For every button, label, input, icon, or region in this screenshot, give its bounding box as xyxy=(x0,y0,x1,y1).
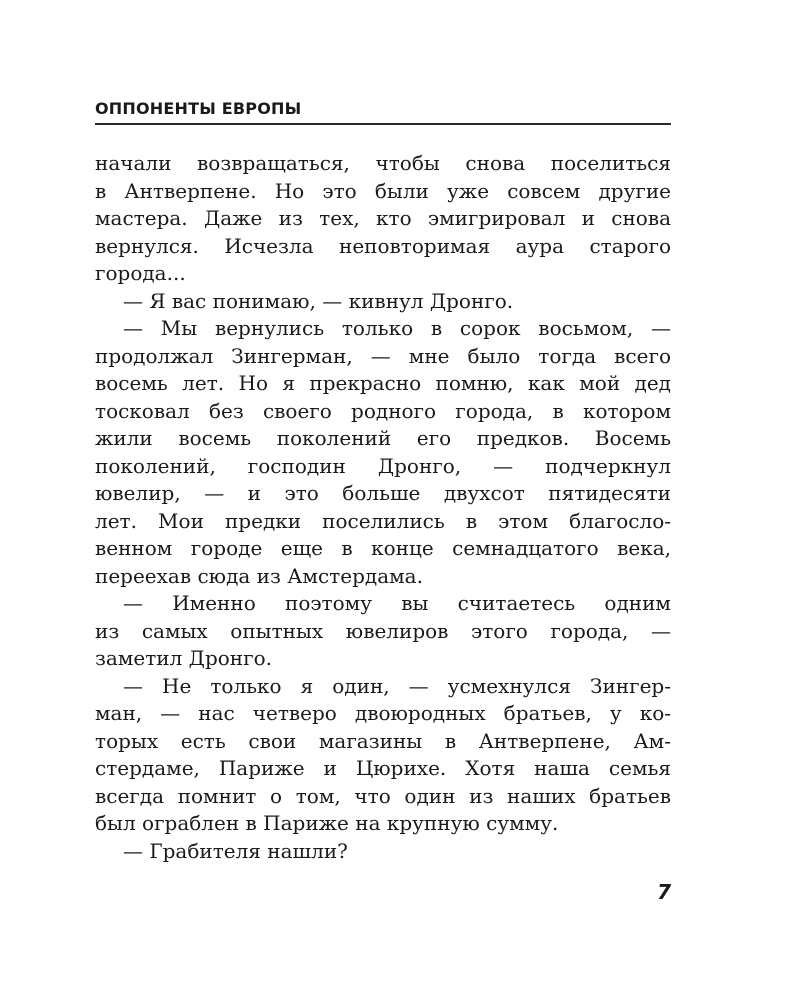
text-line: мастера. Даже из тех, кто эмигрировал и снова xyxy=(95,206,671,230)
text-line: — Не только я один, — усмехнулся Зингер- xyxy=(123,673,671,698)
text-line: заметил Дронго. xyxy=(95,646,272,670)
text-line: продолжал Зингерман, — мне было тогда всего xyxy=(95,343,671,368)
text-line: ман, — нас четверо двоюродных братьев, у ко- xyxy=(95,701,671,725)
text-line: всегда помнит о том, что один из наших братьев xyxy=(95,783,671,808)
text-line: переехав сюда из Амстердама. xyxy=(95,563,423,588)
text-line: жили восемь поколений его предков. Восемь xyxy=(95,426,671,450)
text-line: восемь лет. Но я прекрасно помню, как мой дед xyxy=(95,371,671,395)
text-line: начали возвращаться, чтобы снова поселиться xyxy=(95,151,671,175)
running-header: ОППОНЕНТЫ ЕВРОПЫ xyxy=(95,99,302,118)
text-line: — Именно поэтому вы считаетесь одним xyxy=(123,591,671,615)
text-line: — Я вас понимаю, — кивнул Дронго. xyxy=(123,288,514,313)
text-line: торых есть свои магазины в Антверпене, Ам- xyxy=(95,728,671,753)
text-line: стердаме, Париже и Цюрихе. Хотя наша семья xyxy=(95,756,671,780)
text-line: — Грабителя нашли? xyxy=(123,838,348,863)
body-text xyxy=(95,150,671,865)
text-line: — Мы вернулись только в сорок восьмом, — xyxy=(123,316,671,340)
page-number: 7 xyxy=(657,880,671,904)
text-line: вернулся. Исчезла неповторимая аура старого xyxy=(95,233,671,258)
text-line: тосковал без своего родного города, в котором xyxy=(95,398,671,423)
text-line: венном городе еще в конце семнадцатого века, xyxy=(95,536,671,560)
text-line: в Антверпене. Но это были уже совсем другие xyxy=(95,178,671,203)
text-line: лет. Мои предки поселились в этом благосло- xyxy=(95,508,671,533)
text-line: из самых опытных ювелиров этого города, — xyxy=(95,618,671,643)
text-line: был ограблен в Париже на крупную сумму. xyxy=(95,811,559,835)
header-rule xyxy=(95,123,671,125)
text-line: ювелир, — и это больше двухсот пятидесяти xyxy=(95,481,671,505)
text-line: поколений, господин Дронго, — подчеркнул xyxy=(95,453,671,478)
text-line: города... xyxy=(95,261,186,285)
